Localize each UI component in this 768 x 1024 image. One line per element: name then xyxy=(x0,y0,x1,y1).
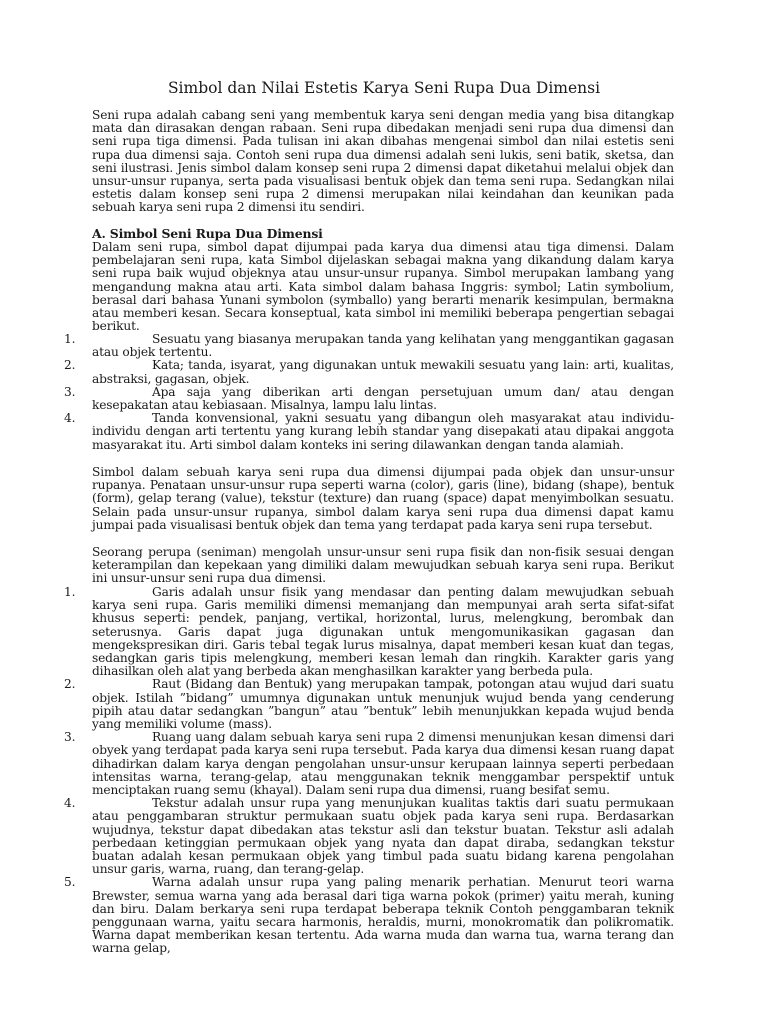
art-elements-list xyxy=(64,585,674,956)
list-item xyxy=(64,358,674,386)
section-a-paragraph-2: Simbol dalam sebuah karya seni rupa dua dimensi dijumpai pada objek dan unsur-unsur rupanya. Penataan unsur-unsur rupa seperti warna (color), garis (line), bidang (shape), bentuk (form), gelap terang (value), tekstur (texture) dan ruang (space) dapat menyimbolkan sesuatu. Selain pada unsur-unsur rupanya, simbol dalam karya seni rupa dua dimensi dapat kamu jumpai pada visualisasi bentuk objek dan tema yang terdapat pada karya seni rupa tersebut. xyxy=(92,465,674,532)
list-item-text: Raut (Bidang dan Bentuk) yang merupakan tampak, potongan atau wujud dari suatu objek. Istilah ”bidang” umumnya digunakan untuk menunjuk wujud benda yang cenderung pipih atau datar sedangkan ”bangun” atau ”bentuk” lebih menunjukkan kepada wujud benda yang memiliki volume (mass). xyxy=(92,677,674,732)
list-number: 1. xyxy=(64,585,76,599)
list-number: 2. xyxy=(64,358,76,373)
list-item-text: Warna adalah unsur rupa yang paling menarik perhatian. Menurut teori warna Brewster, semua warna yang ada berasal dari tiga warna pokok (primer) yaitu merah, kuning dan biru. Dalam berkarya seni rupa terdapat beberapa teknik Contoh penggambaran teknik penggunaan warna, yaitu secara harmonis, heraldis, murni, monokromatik dan polikromatik. Warna dapat memberikan kesan tertentu. Ada warna muda dan warna tua, warna terang dan warna gelap, xyxy=(92,875,674,956)
intro-paragraph: Seni rupa adalah cabang seni yang membentuk karya seni dengan media yang bisa ditangkap mata dan dirasakan dengan rabaan. Seni rupa dibedakan menjadi seni rupa dua dimensi dan seni rupa tiga dimensi. Pada tulisan ini akan dibahas mengenai simbol dan nilai estetis seni rupa dua dimensi saja. Contoh seni rupa dua dimensi adalah seni lukis, seni batik, sketsa, dan seni ilustrasi. Jenis simbol dalam konsep seni rupa 2 dimensi dapat diketahui melalui objek dan unsur-unsur rupanya, serta pada visualisasi bentuk objek dan tema seni rupa. Sedangkan nilai estetis dalam konsep seni rupa 2 dimensi merupakan nilai keindahan dan keunikan pada sebuah karya seni rupa 2 dimensi itu sendiri. xyxy=(92,108,674,215)
list-number: 5. xyxy=(64,875,76,890)
symbol-definition-list xyxy=(64,332,674,452)
list-item-text: Ruang uang dalam sebuah karya seni rupa 2 dimensi menunjukan kesan dimensi dari obyek yang terdapat pada karya seni rupa tersebut. Pada karya dua dimensi kesan ruang dapat dihadirkan dalam karya dengan pengolahan unsur-unsur kerupaan lainnya seperti perbedaan intensitas warna, terang-gelap, atau menggunakan teknik menggambar perspektif untuk menciptakan ruang semu (khayal). Dalam seni rupa dua dimensi, ruang besifat semu. xyxy=(92,730,674,798)
list-item-text: Apa saja yang diberikan arti dengan persetujuan umum dan/ atau dengan kesepakatan atau kebiasaan. Misalnya, lampu lalu lintas. xyxy=(92,384,674,413)
list-item xyxy=(64,796,674,877)
list-item-text: Sesuatu yang biasanya merupakan tanda yang kelihatan yang menggantikan gagasan atau objek tertentu. xyxy=(92,332,674,360)
list-item xyxy=(64,332,674,360)
section-a-paragraph-1: Dalam seni rupa, simbol dapat dijumpai pada karya dua dimensi atau tiga dimensi. Dalam pembelajaran seni rupa, kata Simbol dijelaskan sebagai makna yang dikandung dalam karya seni rupa baik wujud objeknya atau unsur-unsur rupanya. Simbol merupakan lambang yang mengandung makna atau arti. Kata simbol dalam bahasa Inggris: symbol; Latin symbolium, berasal dari bahasa Yunani symbolon (symballo) yang berarti menarik kesimpulan, bermakna atau memberi kesan. Secara konseptual, kata simbol ini memiliki beberapa pengertian sebagai berikut. xyxy=(92,240,674,334)
list-item-text: Garis adalah unsur fisik yang mendasar dan penting dalam mewujudkan sebuah karya seni rupa. Garis memiliki dimensi memanjang dan mempunyai arah serta sifat-sifat khusus seperti: pendek, panjang, vertikal, horizontal, lurus, melengkung, berombak dan seterusnya. Garis dapat juga digunakan untuk mengomunikasikan gagasan dan mengekspresikan diri. Garis tebal tegak lurus misalnya, dapat memberi kesan kuat dan tegas, sedangkan garis tipis melengkung, memberi kesan lemah dan ringkih. Karakter garis yang dihasilkan oleh alat yang berbeda akan menghasilkan karakter yang berbeda pula. xyxy=(92,585,674,679)
list-item xyxy=(64,411,674,452)
document-title: Simbol dan Nilai Estetis Karya Seni Rupa Dua Dimensi xyxy=(167,79,601,97)
list-item xyxy=(64,384,674,413)
list-item xyxy=(64,585,674,679)
list-number: 3. xyxy=(64,384,76,399)
section-a-heading: A. Simbol Seni Rupa Dua Dimensi xyxy=(92,226,323,241)
list-item xyxy=(64,677,674,732)
list-number: 4. xyxy=(64,796,76,811)
list-number: 3. xyxy=(64,730,76,745)
list-item-text: Kata; tanda, isyarat, yang digunakan untuk mewakili sesuatu yang lain: arti, kualitas, abstraksi, gagasan, objek. xyxy=(92,358,674,386)
list-item-text: Tekstur adalah unsur rupa yang menunjukan kualitas taktis dari suatu permukaan atau penggambaran struktur permukaan suatu objek pada karya seni rupa. Berdasarkan wujudnya, tekstur dapat dibedakan atas tekstur asli dan tekstur buatan. Tekstur asli adalah perbedaan ketinggian permukaan objek yang nyata dan dapat diraba, sedangkan tekstur buatan adalah kesan permukaan objek yang timbul pada suatu bidang karena pengolahan unsur garis, warna, ruang, dan terang-gelap. xyxy=(92,796,674,877)
list-number: 2. xyxy=(64,677,76,692)
list-item xyxy=(64,875,674,956)
list-item xyxy=(64,730,674,798)
list-number: 4. xyxy=(64,411,76,426)
list-number: 1. xyxy=(64,332,76,346)
section-a-paragraph-3: Seorang perupa (seniman) mengolah unsur-unsur seni rupa fisik dan non-fisik sesuai dengan keterampilan dan kepekaan yang dimiliki dalam mewujudkan sebuah karya seni rupa. Berikut ini unsur-unsur seni rupa dua dimensi. xyxy=(92,545,674,586)
list-item-text: Tanda konvensional, yakni sesuatu yang dibangun oleh masyarakat atau individu-individu dengan arti tertentu yang kurang lebih standar yang disepakati atau dipakai anggota masyarakat itu. Arti simbol dalam konteks ini sering dilawankan dengan tanda alamiah. xyxy=(92,411,674,452)
